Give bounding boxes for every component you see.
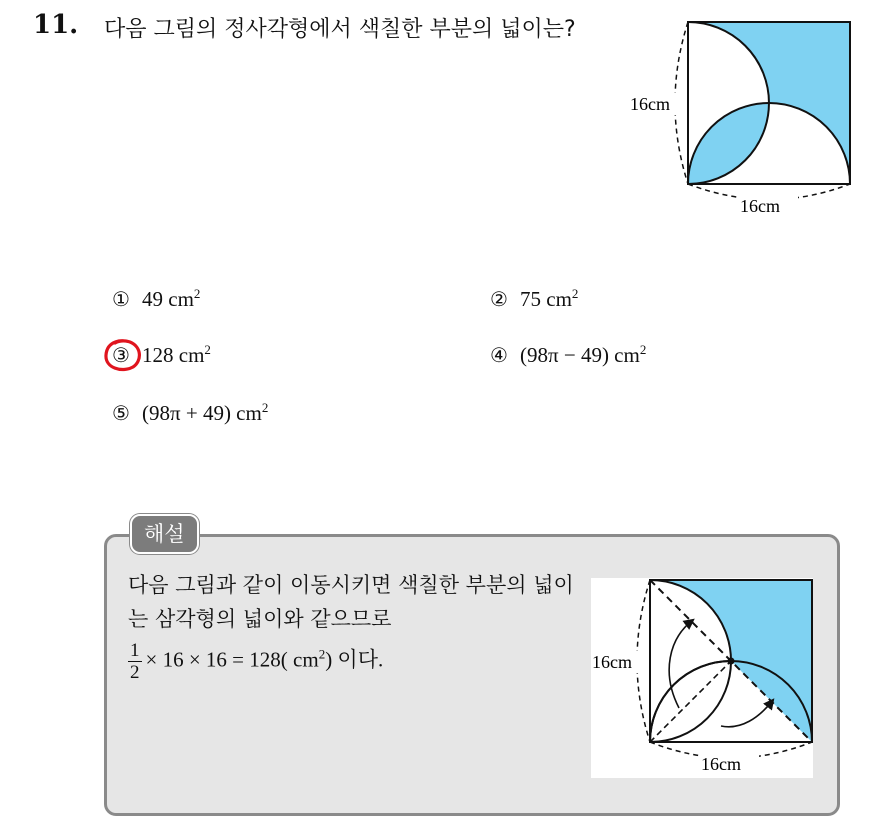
choice-4[interactable]: ④ (98π − 49) $cm^2$ [490,342,647,367]
solution-tag: 해설 [130,514,199,554]
choice-1[interactable]: ① 49 $cm^2$ [112,286,201,311]
figure2-bottom-label: 16cm [701,754,741,774]
choice-2-mark: ② [490,287,508,311]
choice-5-mark: ⑤ [112,401,130,425]
figure-side-label: 16cm [630,94,670,114]
question-figure [622,10,862,225]
solution-text: 다음 그림과 같이 이동시키면 색칠한 부분의 넓이는 삼각형의 넓이와 같으므로 [128,573,574,631]
choice-5[interactable]: ⑤ (98π + 49) $cm^2$ [112,400,269,425]
answer-circle-mark [102,337,144,375]
fraction: $\frac{1}{2}$ [130,640,140,683]
question-text: 다음 그림의 정사각형에서 색칠한 부분의 넓이는? [104,17,576,42]
choice-4-mark: ④ [490,343,508,367]
choice-2[interactable]: ② 75 $cm^2$ [490,286,579,311]
figure-bottom-label: 16cm [740,196,780,216]
question-number: 11. [33,10,79,40]
solution-figure [591,578,813,778]
figure2-side-label: 16cm [592,652,632,672]
choice-3-mark: ③ [112,343,130,367]
choice-3[interactable]: ③ 128 $cm^2$ [112,342,211,367]
solution-formula: $\frac{1}{2}$ × 16 × 16 = 128( $cm^2$) 이다. [130,640,384,683]
choice-1-mark: ① [112,287,130,311]
